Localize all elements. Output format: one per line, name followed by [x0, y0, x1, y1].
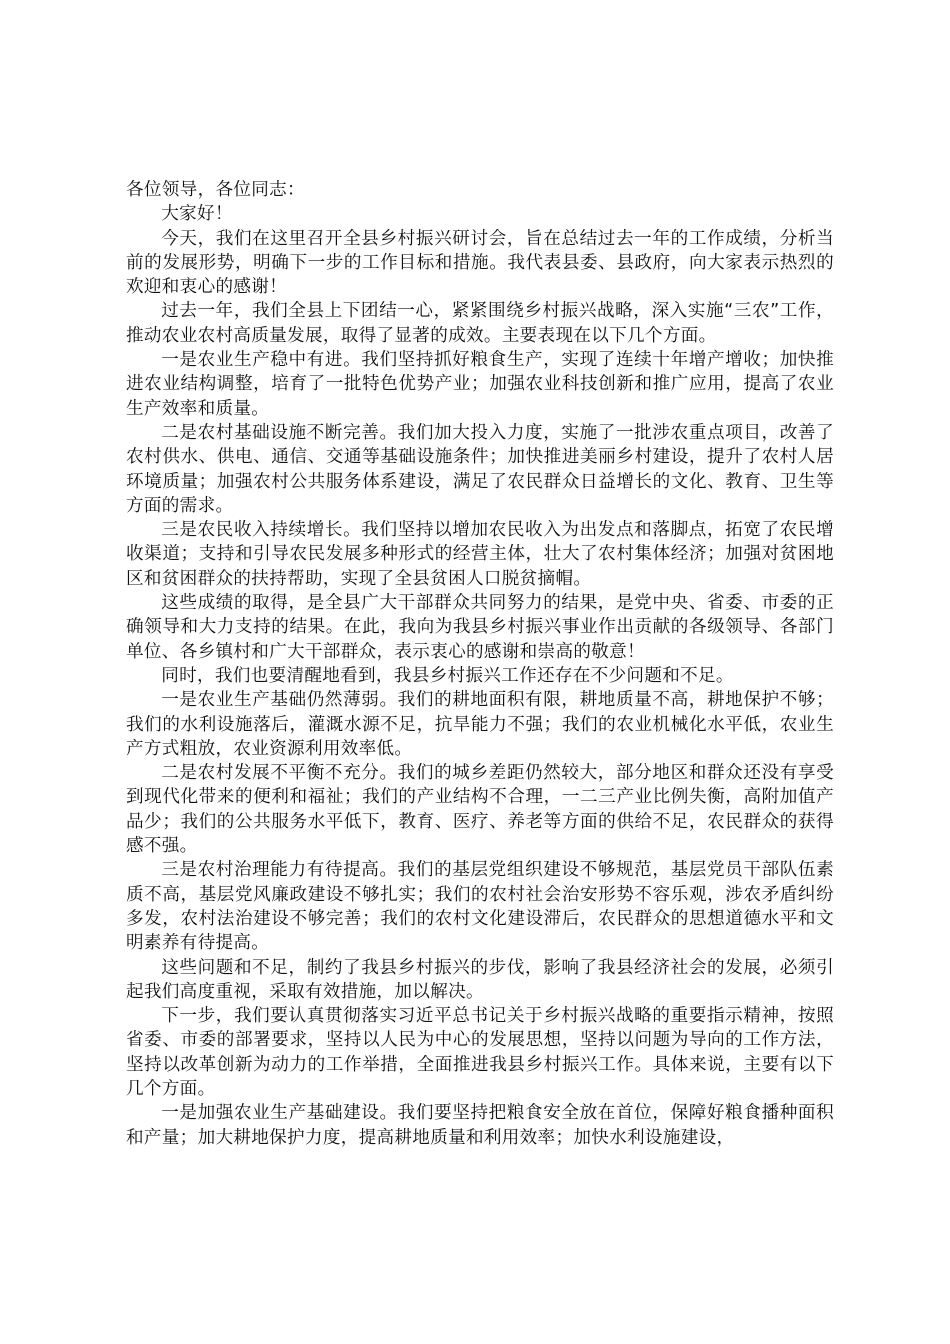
paragraph-past-year-summary: 过去一年，我们全县上下团结一心，紧紧围绕乡村振兴战略，深入实施“三农”工作，推动农业农村高质量发展，取得了显著的成效。主要表现在以下几个方面。: [126, 301, 834, 346]
paragraph-next-steps: 下一步，我们要认真贯彻落实习近平总书记关于乡村振兴战略的重要指示精神，按照省委、市委的部署要求，坚持以人民为中心的发展思想，坚持以问题为导向的工作方法，坚持以改革创新为动力的工作举措，全面推进我县乡村振兴工作。具体来说，主要有以下几个方面。: [126, 1006, 834, 1099]
paragraph-achievement-agriculture: 一是农业生产稳中有进。我们坚持抓好粮食生产，实现了连续十年增产增收；加快推进农业结构调整，培育了一批特色优势产业；加强农业科技创新和推广应用，提高了农业生产效率和质量。: [126, 350, 834, 419]
paragraph-problems-conclusion: 这些问题和不足，制约了我县乡村振兴的步伐，影响了我县经济社会的发展，必须引起我们高度重视，采取有效措施，加以解决。: [126, 957, 834, 1002]
paragraph-greeting: 大家好！: [161, 204, 233, 225]
paragraph-measure-agriculture: 一是加强农业生产基础建设。我们要坚持把粮食安全放在首位，保障好粮食播种面积和产量；加大耕地保护力度，提高耕地质量和利用效率；加快水利设施建设，: [126, 1103, 834, 1148]
paragraph-problem-imbalance: 二是农村发展不平衡不充分。我们的城乡差距仍然较大，部分地区和群众还没有享受到现代化带来的便利和福祉；我们的产业结构不合理，一二三产业比例失衡，高附加值产品少；我们的公共服务水平低下，教育、医疗、养老等方面的供给不足，农民群众的获得感不强。: [126, 763, 834, 857]
document-body: [126, 178, 834, 1150]
salutation: 各位领导，各位同志：: [126, 180, 305, 200]
paragraph-achievement-income: 三是农民收入持续增长。我们坚持以增加农民收入为出发点和落脚点，拓宽了农民增收渠道；支持和引导农民发展多种形式的经营主体，壮大了农村集体经济；加强对贫困地区和贫困群众的扶持帮助，实现了全县贫困人口脱贫摘帽。: [126, 520, 834, 589]
paragraph-achievement-infrastructure: 二是农村基础设施不断完善。我们加大投入力度，实施了一批涉农重点项目，改善了农村供水、供电、通信、交通等基础设施条件；加快推进美丽乡村建设，提升了农村人居环境质量；加强农村公共服务体系建设，满足了农民群众日益增长的文化、教育、卫生等方面的需求。: [126, 422, 834, 516]
paragraph-thanks: 这些成绩的取得，是全县广大干部群众共同努力的结果，是党中央、省委、市委的正确领导和大力支持的结果。在此，我向为我县乡村振兴事业作出贡献的各级领导、各部门单位、各乡镇村和广大干部群众，表示衷心的感谢和崇高的敬意！: [126, 593, 834, 662]
paragraph-problem-agriculture: 一是农业生产基础仍然薄弱。我们的耕地面积有限，耕地质量不高，耕地保护不够；我们的水利设施落后，灌溉水源不足，抗旱能力不强；我们的农业机械化水平低，农业生产方式粗放，农业资源利用效率低。: [126, 690, 834, 759]
paragraph-problems-intro: 同时，我们也要清醒地看到，我县乡村振兴工作还存在不少问题和不足。: [161, 665, 734, 686]
paragraph-opening: 今天，我们在这里召开全县乡村振兴研讨会，旨在总结过去一年的工作成绩，分析当前的发展形势，明确下一步的工作目标和措施。我代表县委、县政府，向大家表示热烈的欢迎和衷心的感谢！: [126, 228, 834, 298]
paragraph-problem-governance: 三是农村治理能力有待提高。我们的基层党组织建设不够规范，基层党员干部队伍素质不高，基层党风廉政建设不够扎实；我们的农村社会治安形势不容乐观，涉农矛盾纠纷多发，农村法治建设不够完善；我们的农村文化建设滞后，农民群众的思想道德水平和文明素养有待提高。: [126, 860, 834, 954]
